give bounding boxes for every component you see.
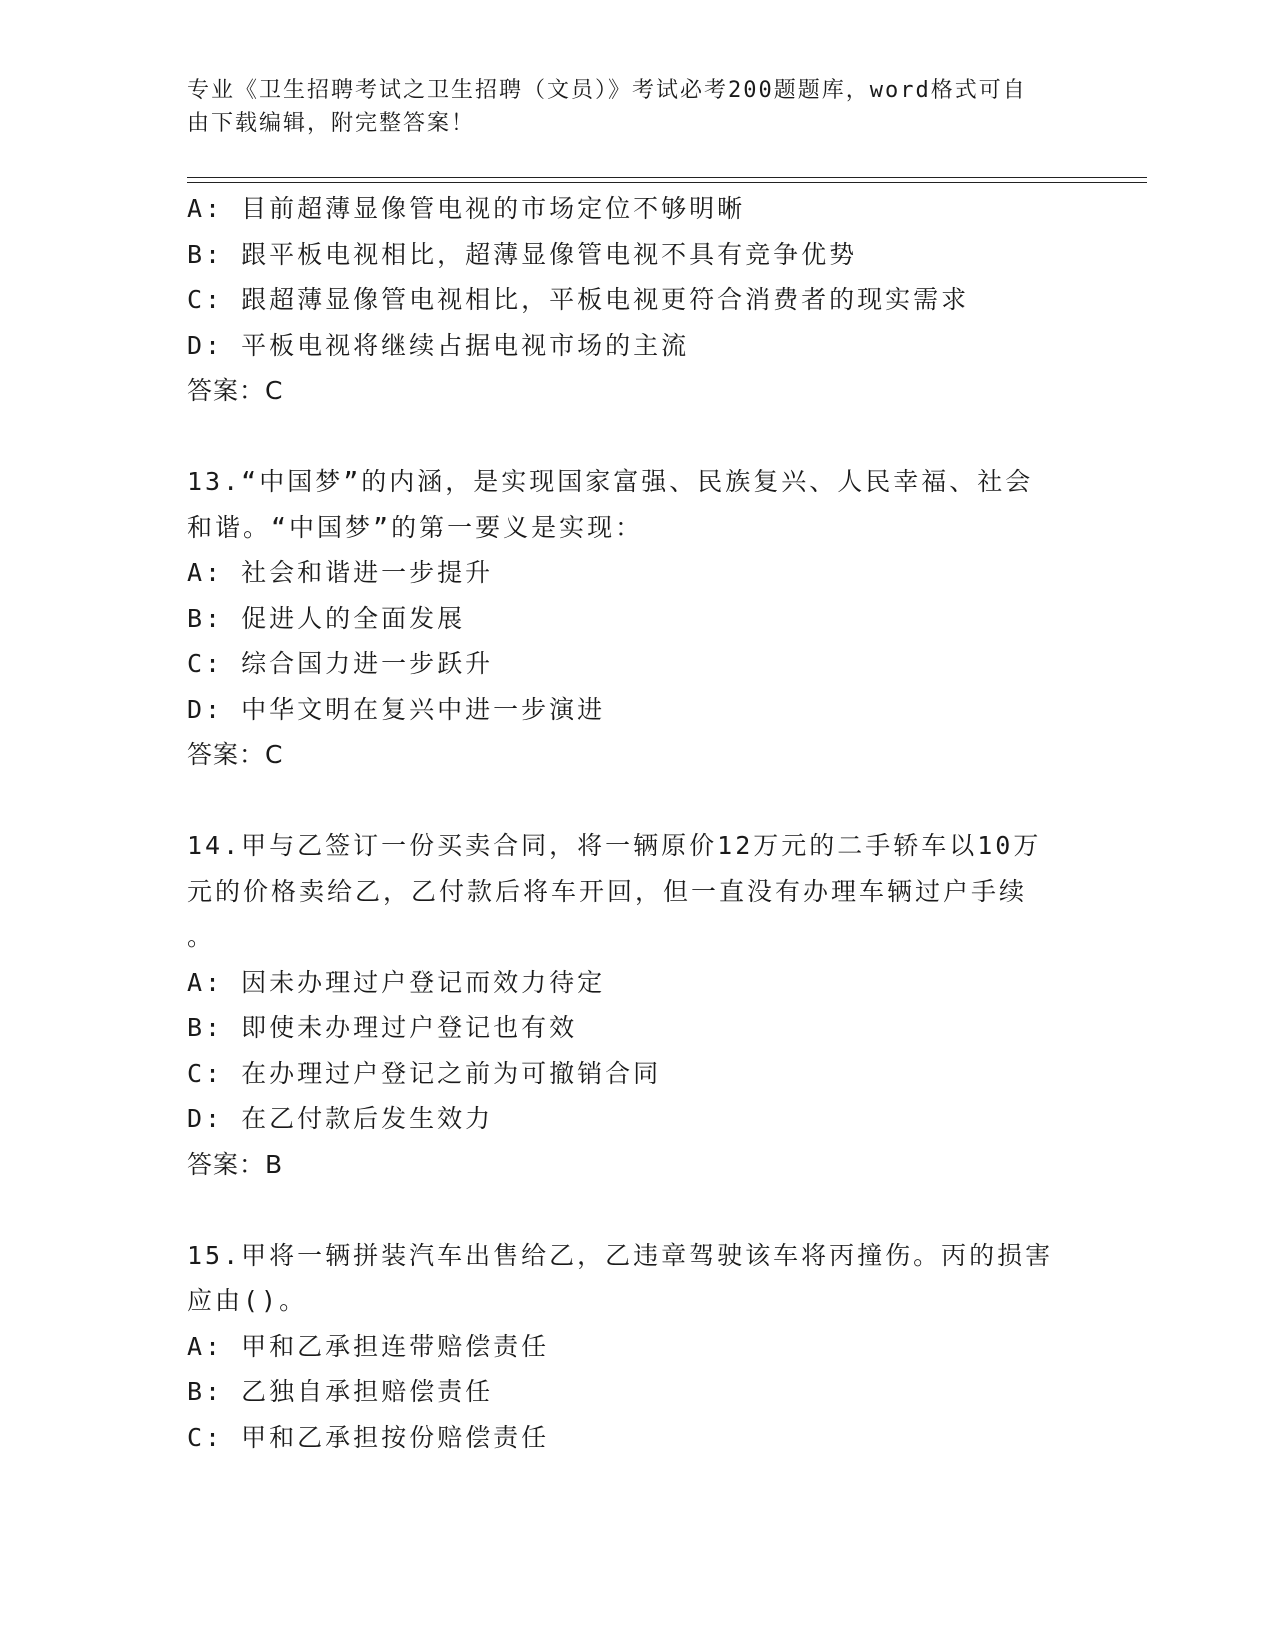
header-divider-bottom [187,182,1147,183]
q12-answer: 答案：C [187,376,284,405]
spacer [187,414,1067,460]
q14-option-a: A: 因未办理过户登记而效力待定 [187,967,606,997]
q12-option-b: B: 跟平板电视相比，超薄显像管电视不具有竞争优势 [187,239,858,269]
q15-stem-line-2: 应由()。 [187,1286,308,1315]
q13-stem-line-2: 和谐。“中国梦”的第一要义是实现： [187,512,644,542]
document-header [187,74,1067,140]
q15-option-b: B: 乙独自承担赔偿责任 [187,1377,494,1406]
q14-answer: 答案：B [187,1149,284,1179]
q15-option-c: C: 甲和乙承担按份赔偿责任 [187,1422,550,1452]
q13-option-d: D: 中华文明在复兴中进一步演进 [187,694,606,724]
spacer [187,1187,1067,1233]
question-12 [187,186,1067,414]
q12-option-d: D: 平板电视将继续占据电视市场的主流 [187,330,690,360]
q13-stem-line-1: 13.“中国梦”的内涵，是实现国家富强、民族复兴、人民幸福、社会 [187,467,1034,496]
q14-option-b: B: 即使未办理过户登记也有效 [187,1013,578,1042]
header-line-1: 专业《卫生招聘考试之卫生招聘（文员）》考试必考200题题库，word格式可自 [187,78,1027,103]
spacer [187,778,1067,824]
question-15 [187,1233,1067,1461]
header-line-2: 由下载编辑，附完整答案！ [187,111,476,136]
header-divider-top [187,177,1147,178]
q13-option-a: A: 社会和谐进一步提升 [187,558,494,587]
q13-option-c: C: 综合国力进一步跃升 [187,649,494,678]
q14-stem-line-3: 。 [187,922,216,951]
question-list [187,186,1067,1460]
q15-option-a: A: 甲和乙承担连带赔偿责任 [187,1331,550,1361]
q13-answer: 答案：C [187,740,284,769]
question-14 [187,823,1067,1187]
q13-option-b: B: 促进人的全面发展 [187,603,466,633]
q12-option-c: C: 跟超薄显像管电视相比，平板电视更符合消费者的现实需求 [187,285,970,314]
q14-option-c: C: 在办理过户登记之前为可撤销合同 [187,1058,662,1088]
q12-option-a: A: 目前超薄显像管电视的市场定位不够明晰 [187,194,746,223]
q14-stem-line-2: 元的价格卖给乙，乙付款后将车开回，但一直没有办理车辆过户手续 [187,876,1028,906]
q15-stem-line-1: 15.甲将一辆拼装汽车出售给乙，乙违章驾驶该车将丙撞伤。丙的损害 [187,1240,1054,1270]
question-13 [187,459,1067,778]
q14-option-d: D: 在乙付款后发生效力 [187,1104,494,1133]
q14-stem-line-1: 14.甲与乙签订一份买卖合同，将一辆原价12万元的二手轿车以10万 [187,831,1042,860]
